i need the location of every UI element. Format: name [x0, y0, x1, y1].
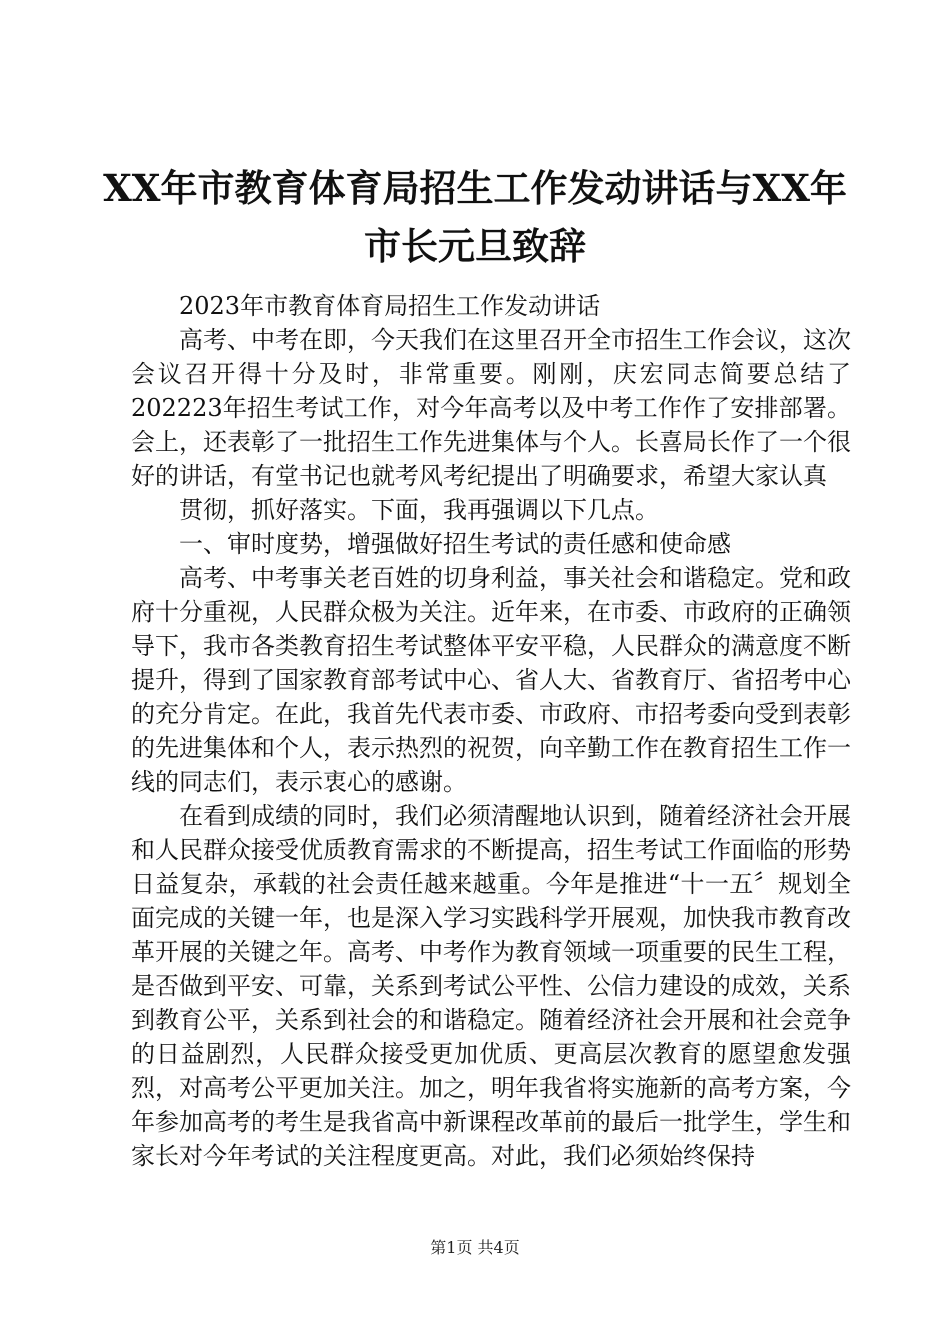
paragraph-continuation: 贯彻，抓好落实。下面，我再强调以下几点。 — [179, 496, 659, 524]
paragraph-challenges: 在看到成绩的同时，我们必须清醒地认识到，随着经济社会开展和人民群众接受优质教育需求的不断提高，招生考试工作面临的形势日益复杂，承载的社会责任越来越重。今年是推进“十一五〞规划全面完成的关键一年，也是深入学习实践科学开展观，加快我市教育改革开展的关键之年。高考、中考作为教育领域一项重要的民生工程，是否做到平安、可靠，关系到考试公平性、公信力建设的成效，关系到教育公平，关系到社会的和谐稳定。随着经济社会开展和社会竞争的日益剧烈，人民群众接受更加优质、更高层次教育的愿望愈发强烈，对高考公平更加关注。加之，明年我省将实施新的高考方案，今年参加高考的考生是我省高中新课程改革前的最后一批学生，学生和家长对今年考试的关注程度更高。对此，我们必须始终保持 — [131, 802, 851, 1170]
paragraph-opening: 高考、中考在即，今天我们在这里召开全市招生工作会议，这次会议召开得十分及时，非常重要。刚刚，庆宏同志简要总结了202223年招生考试工作，对今年高考以及中考工作作了安排部署。会上，还表彰了一批招生工作先进集体与个人。长喜局长作了一个很好的讲话，有堂书记也就考风考纪提出了明确要求，希望大家认真 — [131, 326, 851, 490]
page-number-footer: 第1页 共4页 — [430, 1238, 520, 1257]
paragraph-subtitle: 2023年市教育体育局招生工作发动讲话 — [179, 292, 601, 320]
document-title-line-1: XX年市教育体育局招生工作发动讲话与XX年 — [103, 166, 847, 210]
document-body — [131, 289, 851, 1173]
document-title-line-2: 市长元旦致辞 — [364, 224, 586, 268]
section-heading-1: 一、审时度势，增强做好招生考试的责任感和使命感 — [179, 530, 731, 558]
paragraph-achievements: 高考、中考事关老百姓的切身利益，事关社会和谐稳定。党和政府十分重视，人民群众极为关注。近年来，在市委、市政府的正确领导下，我市各类教育招生考试整体平安平稳，人民群众的满意度不断提升，得到了国家教育部考试中心、省人大、省教育厅、省招考中心的充分肯定。在此，我首先代表市委、市政府、市招考委向受到表彰的先进集体和个人，表示热烈的祝贺，向辛勤工作在教育招生工作一线的同志们，表示衷心的感谢。 — [131, 564, 851, 796]
